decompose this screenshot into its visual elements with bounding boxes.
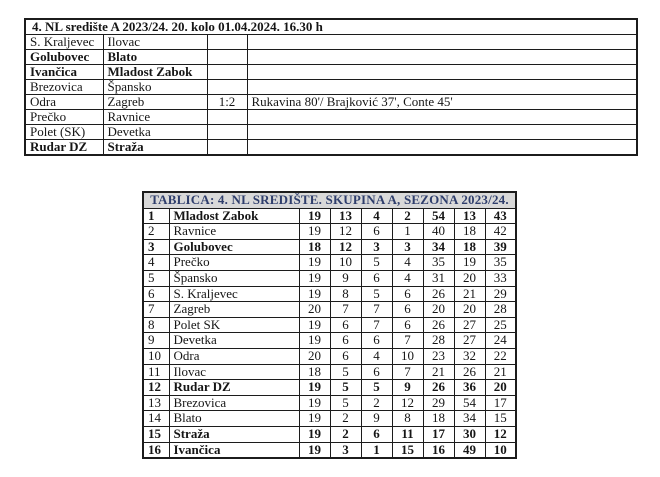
standings-row-ga: 18 bbox=[454, 239, 485, 255]
standings-row-won: 12 bbox=[330, 239, 361, 255]
standings-row-drawn: 5 bbox=[361, 380, 392, 396]
standings-row-ga: 20 bbox=[454, 270, 485, 286]
standings-row-won: 2 bbox=[330, 411, 361, 427]
standings-row bbox=[143, 333, 516, 349]
standings-row-rank: 15 bbox=[143, 426, 169, 442]
fixture-row-home: Brezovica bbox=[25, 80, 103, 95]
standings-row-rank: 9 bbox=[143, 333, 169, 349]
standings-row-rank: 13 bbox=[143, 395, 169, 411]
standings-row-lost: 10 bbox=[392, 348, 423, 364]
standings-row-rank: 12 bbox=[143, 380, 169, 396]
standings-row bbox=[143, 442, 516, 458]
standings-row bbox=[143, 426, 516, 442]
standings-row bbox=[143, 380, 516, 396]
standings-row-rank: 6 bbox=[143, 286, 169, 302]
standings-row-drawn: 6 bbox=[361, 364, 392, 380]
standings-row-rank: 14 bbox=[143, 411, 169, 427]
fixture-row-scorers bbox=[247, 110, 637, 125]
standings-row-lost: 15 bbox=[392, 442, 423, 458]
standings-row-gf: 34 bbox=[423, 239, 454, 255]
standings-row-points: 17 bbox=[485, 395, 516, 411]
standings-row bbox=[143, 224, 516, 240]
standings-row-drawn: 9 bbox=[361, 411, 392, 427]
standings-row-team: Golubovec bbox=[169, 239, 299, 255]
standings-row-ga: 49 bbox=[454, 442, 485, 458]
standings-row-points: 15 bbox=[485, 411, 516, 427]
standings-row-drawn: 1 bbox=[361, 442, 392, 458]
standings-row-lost: 6 bbox=[392, 317, 423, 333]
standings-row-gf: 21 bbox=[423, 364, 454, 380]
standings-row-lost: 12 bbox=[392, 395, 423, 411]
standings-row-won: 8 bbox=[330, 286, 361, 302]
standings-row-gf: 23 bbox=[423, 348, 454, 364]
standings-row-rank: 1 bbox=[143, 208, 169, 224]
standings-row-ga: 27 bbox=[454, 317, 485, 333]
standings-row-gf: 26 bbox=[423, 380, 454, 396]
fixture-row-score bbox=[207, 65, 247, 80]
standings-row-points: 29 bbox=[485, 286, 516, 302]
standings-row bbox=[143, 317, 516, 333]
standings-row bbox=[143, 270, 516, 286]
standings-row-points: 20 bbox=[485, 380, 516, 396]
standings-row-team: Prečko bbox=[169, 255, 299, 271]
fixtures-table bbox=[24, 18, 638, 156]
standings-row-won: 9 bbox=[330, 270, 361, 286]
standings-row-team: Ilovac bbox=[169, 364, 299, 380]
standings-row-team: S. Kraljevec bbox=[169, 286, 299, 302]
standings-row-lost: 7 bbox=[392, 333, 423, 349]
standings-row-team: Zagreb bbox=[169, 302, 299, 318]
standings-row-lost: 4 bbox=[392, 270, 423, 286]
fixture-row-scorers bbox=[247, 50, 637, 65]
standings-row-won: 2 bbox=[330, 426, 361, 442]
standings-row-team: Straža bbox=[169, 426, 299, 442]
standings-row-ga: 13 bbox=[454, 208, 485, 224]
standings-row-gf: 54 bbox=[423, 208, 454, 224]
standings-row-won: 6 bbox=[330, 333, 361, 349]
fixture-row-home: Odra bbox=[25, 95, 103, 110]
standings-row bbox=[143, 364, 516, 380]
standings-row-won: 10 bbox=[330, 255, 361, 271]
standings-row-team: Brezovica bbox=[169, 395, 299, 411]
standings-row-played: 19 bbox=[299, 224, 330, 240]
standings-row-drawn: 6 bbox=[361, 270, 392, 286]
standings-row-points: 33 bbox=[485, 270, 516, 286]
standings-row bbox=[143, 411, 516, 427]
standings-row-played: 19 bbox=[299, 411, 330, 427]
standings-row-played: 20 bbox=[299, 348, 330, 364]
standings-row-played: 18 bbox=[299, 239, 330, 255]
standings-row-played: 19 bbox=[299, 333, 330, 349]
standings-row-drawn: 6 bbox=[361, 426, 392, 442]
standings-row-points: 12 bbox=[485, 426, 516, 442]
standings-row-ga: 26 bbox=[454, 364, 485, 380]
fixture-row-away: Ravnice bbox=[103, 110, 207, 125]
standings-row-gf: 20 bbox=[423, 302, 454, 318]
standings-row-rank: 2 bbox=[143, 224, 169, 240]
standings-row-points: 28 bbox=[485, 302, 516, 318]
standings-row-gf: 16 bbox=[423, 442, 454, 458]
fixture-row-home: Ivančica bbox=[25, 65, 103, 80]
standings-row-team: Rudar DZ bbox=[169, 380, 299, 396]
standings-row-won: 13 bbox=[330, 208, 361, 224]
standings-row-lost: 7 bbox=[392, 364, 423, 380]
fixture-row bbox=[25, 50, 637, 65]
standings-row-won: 5 bbox=[330, 364, 361, 380]
standings-row-lost: 6 bbox=[392, 286, 423, 302]
fixture-row bbox=[25, 110, 637, 125]
fixtures-header-row bbox=[25, 19, 637, 35]
fixture-row-score bbox=[207, 35, 247, 50]
fixture-row-score bbox=[207, 110, 247, 125]
fixture-row-home: Prečko bbox=[25, 110, 103, 125]
standings-row-drawn: 4 bbox=[361, 208, 392, 224]
standings-row bbox=[143, 302, 516, 318]
standings-row-points: 25 bbox=[485, 317, 516, 333]
standings-row-team: Ivančica bbox=[169, 442, 299, 458]
standings-row-played: 19 bbox=[299, 255, 330, 271]
standings-row-ga: 27 bbox=[454, 333, 485, 349]
standings-row-played: 19 bbox=[299, 426, 330, 442]
fixture-row-home: Polet (SK) bbox=[25, 125, 103, 140]
fixture-row-home: Golubovec bbox=[25, 50, 103, 65]
fixture-row bbox=[25, 80, 637, 95]
standings-row-drawn: 7 bbox=[361, 302, 392, 318]
fixture-row-away: Blato bbox=[103, 50, 207, 65]
standings-row-won: 12 bbox=[330, 224, 361, 240]
standings-row-ga: 18 bbox=[454, 224, 485, 240]
fixture-row-away: Ilovac bbox=[103, 35, 207, 50]
fixture-row-scorers bbox=[247, 125, 637, 140]
standings-row-team: Špansko bbox=[169, 270, 299, 286]
standings-row-ga: 36 bbox=[454, 380, 485, 396]
standings-row-lost: 2 bbox=[392, 208, 423, 224]
standings-row-rank: 7 bbox=[143, 302, 169, 318]
standings-row-ga: 34 bbox=[454, 411, 485, 427]
standings-row-team: Blato bbox=[169, 411, 299, 427]
standings-row-ga: 19 bbox=[454, 255, 485, 271]
standings-table-title: TABLICA: 4. NL SREDIŠTE. SKUPINA A, SEZONA 2023/24. bbox=[143, 192, 516, 208]
standings-row-rank: 16 bbox=[143, 442, 169, 458]
standings-row-team: Polet SK bbox=[169, 317, 299, 333]
standings-row-ga: 21 bbox=[454, 286, 485, 302]
fixture-row-scorers bbox=[247, 140, 637, 156]
standings-row-rank: 3 bbox=[143, 239, 169, 255]
standings-row-team: Mladost Zabok bbox=[169, 208, 299, 224]
standings-row-ga: 32 bbox=[454, 348, 485, 364]
standings-row-drawn: 3 bbox=[361, 239, 392, 255]
standings-row-gf: 31 bbox=[423, 270, 454, 286]
standings-row-won: 3 bbox=[330, 442, 361, 458]
standings-row-team: Ravnice bbox=[169, 224, 299, 240]
standings-row-points: 22 bbox=[485, 348, 516, 364]
standings-row-ga: 20 bbox=[454, 302, 485, 318]
fixture-row-away: Zagreb bbox=[103, 95, 207, 110]
standings-row-played: 19 bbox=[299, 380, 330, 396]
standings-row-rank: 10 bbox=[143, 348, 169, 364]
standings-row bbox=[143, 239, 516, 255]
fixture-row-home: Rudar DZ bbox=[25, 140, 103, 156]
standings-row-points: 10 bbox=[485, 442, 516, 458]
standings-row-played: 19 bbox=[299, 317, 330, 333]
standings-row-lost: 4 bbox=[392, 255, 423, 271]
standings-row-drawn: 6 bbox=[361, 224, 392, 240]
fixture-row bbox=[25, 95, 637, 110]
standings-row-points: 43 bbox=[485, 208, 516, 224]
standings-row-ga: 30 bbox=[454, 426, 485, 442]
standings-row bbox=[143, 286, 516, 302]
fixture-row-scorers: Rukavina 80'/ Brajković 37', Conte 45' bbox=[247, 95, 637, 110]
standings-row-gf: 28 bbox=[423, 333, 454, 349]
standings-row-won: 6 bbox=[330, 317, 361, 333]
standings-row-team: Devetka bbox=[169, 333, 299, 349]
standings-row-drawn: 5 bbox=[361, 286, 392, 302]
standings-row-rank: 11 bbox=[143, 364, 169, 380]
standings-row-lost: 3 bbox=[392, 239, 423, 255]
fixture-row-away: Mladost Zabok bbox=[103, 65, 207, 80]
standings-row-drawn: 7 bbox=[361, 317, 392, 333]
standings-row-won: 6 bbox=[330, 348, 361, 364]
fixture-row bbox=[25, 35, 637, 50]
standings-row-played: 18 bbox=[299, 364, 330, 380]
fixture-row-away: Straža bbox=[103, 140, 207, 156]
standings-row-points: 42 bbox=[485, 224, 516, 240]
standings-row-lost: 11 bbox=[392, 426, 423, 442]
standings-row-team: Odra bbox=[169, 348, 299, 364]
standings-row-won: 5 bbox=[330, 395, 361, 411]
standings-row-played: 19 bbox=[299, 442, 330, 458]
fixture-row bbox=[25, 140, 637, 156]
fixture-row-away: Špansko bbox=[103, 80, 207, 95]
standings-row-gf: 26 bbox=[423, 317, 454, 333]
fixture-row-score bbox=[207, 140, 247, 156]
standings-row-gf: 40 bbox=[423, 224, 454, 240]
standings-row-rank: 4 bbox=[143, 255, 169, 271]
standings-row-gf: 17 bbox=[423, 426, 454, 442]
standings-row-points: 35 bbox=[485, 255, 516, 271]
standings-row-played: 19 bbox=[299, 270, 330, 286]
standings-row-gf: 29 bbox=[423, 395, 454, 411]
standings-row-ga: 54 bbox=[454, 395, 485, 411]
standings-header-row bbox=[143, 192, 516, 208]
standings-row-lost: 6 bbox=[392, 302, 423, 318]
standings-row-lost: 8 bbox=[392, 411, 423, 427]
standings-row bbox=[143, 208, 516, 224]
standings-row-gf: 35 bbox=[423, 255, 454, 271]
standings-row bbox=[143, 348, 516, 364]
fixture-row-home: S. Kraljevec bbox=[25, 35, 103, 50]
standings-row-played: 19 bbox=[299, 208, 330, 224]
standings-row-rank: 8 bbox=[143, 317, 169, 333]
standings-row bbox=[143, 255, 516, 271]
standings-row-lost: 1 bbox=[392, 224, 423, 240]
standings-row-points: 24 bbox=[485, 333, 516, 349]
standings-row-won: 5 bbox=[330, 380, 361, 396]
standings-row-played: 19 bbox=[299, 395, 330, 411]
fixture-row-score bbox=[207, 125, 247, 140]
standings-row-points: 21 bbox=[485, 364, 516, 380]
standings-row-won: 7 bbox=[330, 302, 361, 318]
standings-row-drawn: 2 bbox=[361, 395, 392, 411]
standings-row-drawn: 6 bbox=[361, 333, 392, 349]
fixture-row bbox=[25, 65, 637, 80]
standings-row-points: 39 bbox=[485, 239, 516, 255]
fixture-row-scorers bbox=[247, 80, 637, 95]
fixture-row-scorers bbox=[247, 35, 637, 50]
fixture-row-away: Devetka bbox=[103, 125, 207, 140]
fixtures-table-title: 4. NL središte A 2023/24. 20. kolo 01.04.2024. 16.30 h bbox=[25, 19, 637, 35]
standings-row-played: 20 bbox=[299, 302, 330, 318]
standings-row-gf: 26 bbox=[423, 286, 454, 302]
fixture-row-scorers bbox=[247, 65, 637, 80]
standings-row-drawn: 5 bbox=[361, 255, 392, 271]
standings-row-played: 19 bbox=[299, 286, 330, 302]
fixture-row-score: 1:2 bbox=[207, 95, 247, 110]
standings-row-rank: 5 bbox=[143, 270, 169, 286]
standings-table bbox=[142, 191, 517, 459]
fixture-row-score bbox=[207, 80, 247, 95]
standings-row-lost: 9 bbox=[392, 380, 423, 396]
fixture-row bbox=[25, 125, 637, 140]
standings-row-gf: 18 bbox=[423, 411, 454, 427]
standings-row-drawn: 4 bbox=[361, 348, 392, 364]
fixture-row-score bbox=[207, 50, 247, 65]
standings-row bbox=[143, 395, 516, 411]
